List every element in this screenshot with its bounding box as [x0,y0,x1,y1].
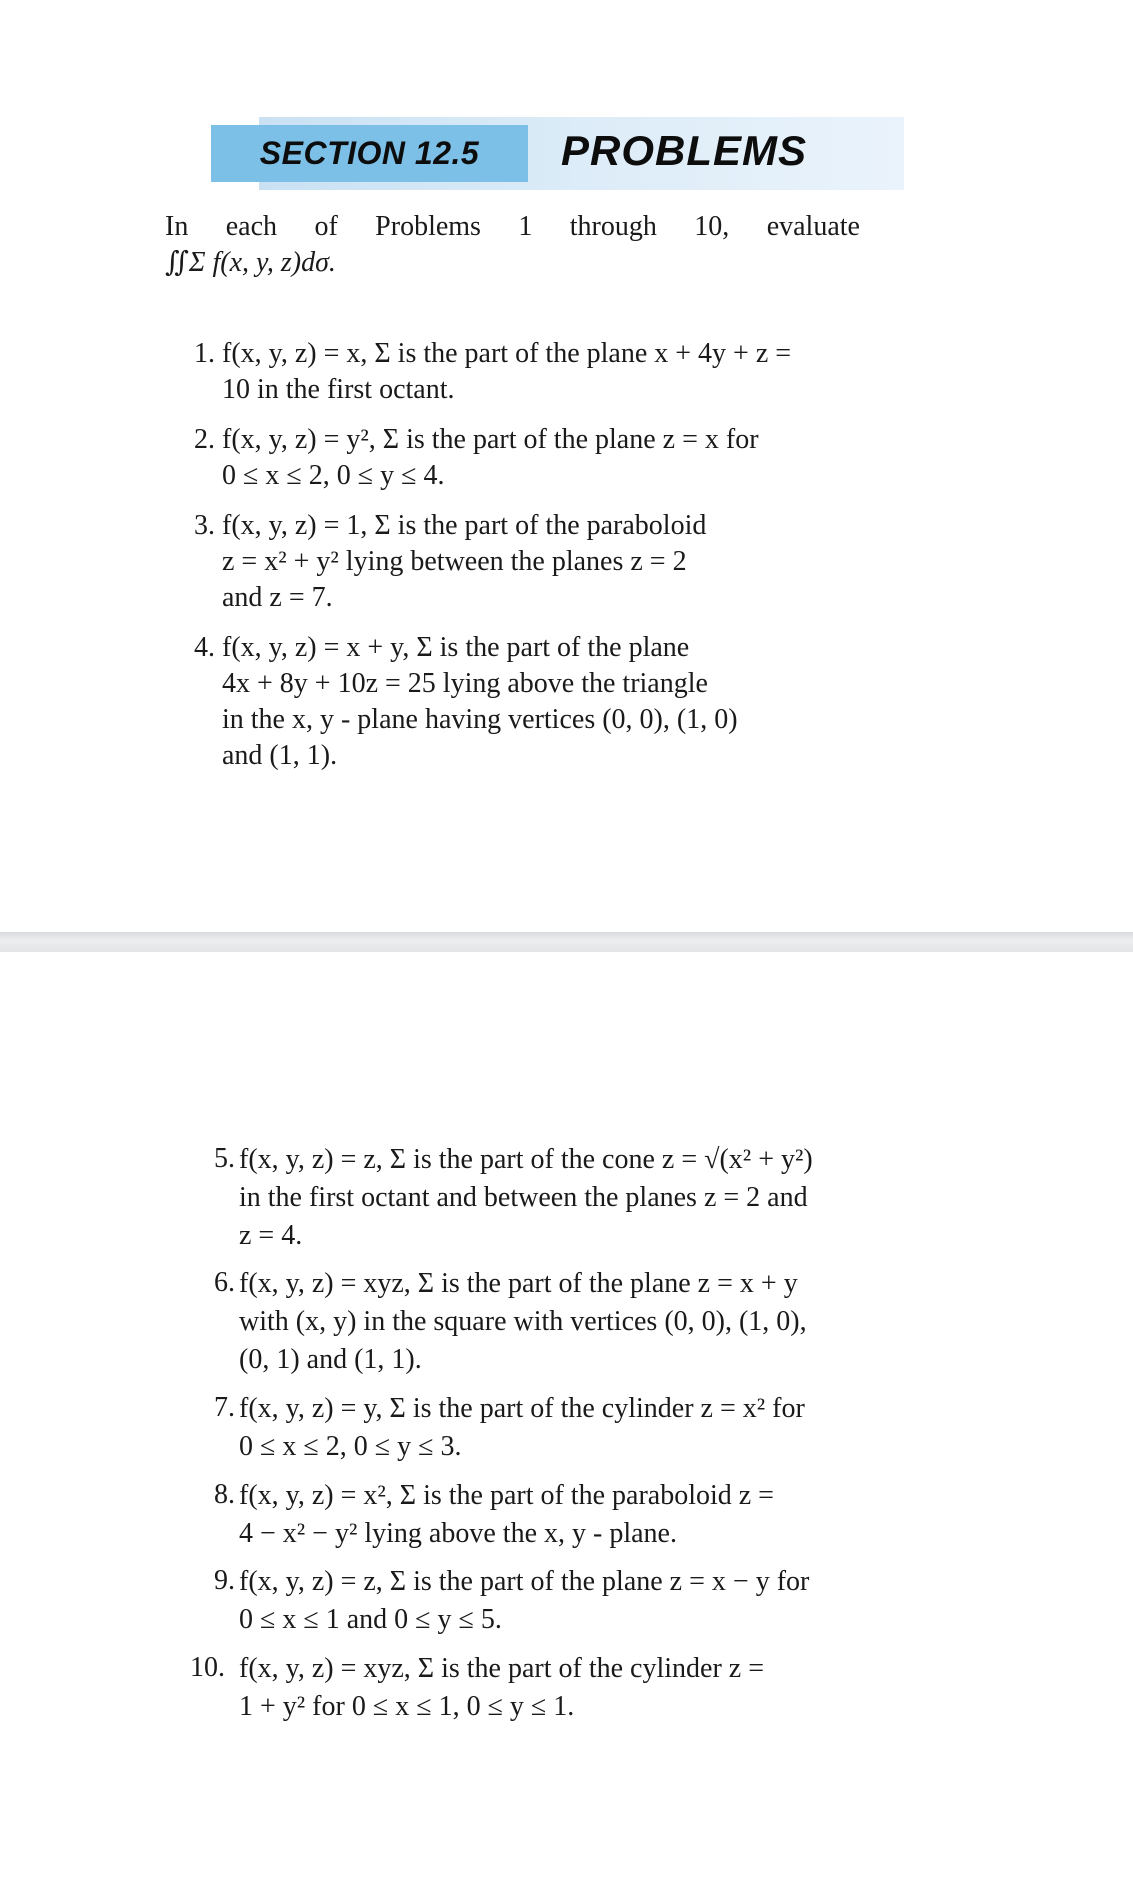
problem-line: f(x, y, z) = xyz, Σ is the part of the cylinder z = [239,1653,764,1684]
problem-number: 5. [214,1143,235,1174]
problem-number: 10. [190,1652,225,1683]
problem-text [222,508,860,616]
problem-line: 0 ≤ x ≤ 2, 0 ≤ y ≤ 4. [222,460,445,491]
problem-text [239,1141,915,1255]
problem-text [239,1265,915,1379]
problem-number: 8. [214,1479,235,1510]
problem-line: f(x, y, z) = x, Σ is the part of the plane x + 4y + z = [222,338,792,369]
intro-word: 1 [518,211,533,242]
problem-text [222,630,860,774]
problem-line: with (x, y) in the square with vertices (0, 0), (1, 0), [239,1306,807,1337]
problem-line: and z = 7. [222,582,333,613]
page-divider [0,932,1133,952]
problem-line: in the x, y - plane having vertices (0, 0), (1, 0) [222,704,738,735]
problem-line: f(x, y, z) = y², Σ is the part of the plane z = x for [222,424,759,455]
problem-line: (0, 1) and (1, 1). [239,1344,422,1375]
problem-line: f(x, y, z) = y, Σ is the part of the cylinder z = x² for [239,1393,805,1424]
problem-number: 1. [194,338,215,369]
problem-line: z = x² + y² lying between the planes z = 2 [222,546,687,577]
problem-number: 6. [214,1267,235,1298]
problem-text [239,1477,915,1553]
problem-number: 2. [194,424,215,455]
problem-line: z = 4. [239,1220,303,1251]
problem-line: f(x, y, z) = 1, Σ is the part of the paraboloid [222,510,707,541]
problem-text [239,1650,915,1726]
problem-number: 7. [214,1392,235,1423]
problem-line: f(x, y, z) = xyz, Σ is the part of the plane z = x + y [239,1268,798,1299]
problem-line: and (1, 1). [222,740,338,771]
page-bottom [0,952,1133,1877]
problem-text [239,1390,915,1466]
intro-word: Problems [375,211,481,242]
problem-line: 0 ≤ x ≤ 2, 0 ≤ y ≤ 3. [239,1431,462,1462]
problem-line: f(x, y, z) = x², Σ is the part of the paraboloid z = [239,1480,774,1511]
problem-line: f(x, y, z) = x + y, Σ is the part of the plane [222,632,690,663]
page-top [0,0,1133,932]
section-label: SECTION 12.5 [259,135,480,171]
intro-word: each [225,211,278,242]
problem-line: 0 ≤ x ≤ 1 and 0 ≤ y ≤ 5. [239,1604,502,1635]
problem-line: 1 + y² for 0 ≤ x ≤ 1, 0 ≤ y ≤ 1. [239,1691,575,1722]
section-header [211,117,904,190]
problem-text [239,1563,915,1639]
problem-line: in the first octant and between the planes z = 2 and [239,1182,808,1213]
intro-word: 10, [694,211,730,242]
section-label-box [211,125,528,182]
intro-word: of [314,211,338,242]
intro-integral: ∬Σ f(x, y, z)dσ. [165,247,336,278]
intro-word: In [165,211,189,242]
intro-word: through [569,211,657,242]
intro-word: evaluate [766,211,860,242]
problem-line: f(x, y, z) = z, Σ is the part of the plane z = x − y for [239,1566,810,1597]
problem-text [222,336,860,408]
problem-number: 9. [214,1565,235,1596]
problem-line: 4x + 8y + 10z = 25 lying above the triangle [222,668,708,699]
intro-paragraph [165,209,860,281]
problems-title: PROBLEMS [561,127,808,174]
problem-line: 4 − x² − y² lying above the x, y - plane. [239,1518,677,1549]
problem-line: f(x, y, z) = z, Σ is the part of the cone z = √(x² + y²) [239,1144,813,1175]
intro-line [165,209,860,245]
problem-line: 10 in the first octant. [222,374,455,405]
problem-number: 3. [194,510,215,541]
problem-number: 4. [194,632,215,663]
problem-text [222,422,860,494]
